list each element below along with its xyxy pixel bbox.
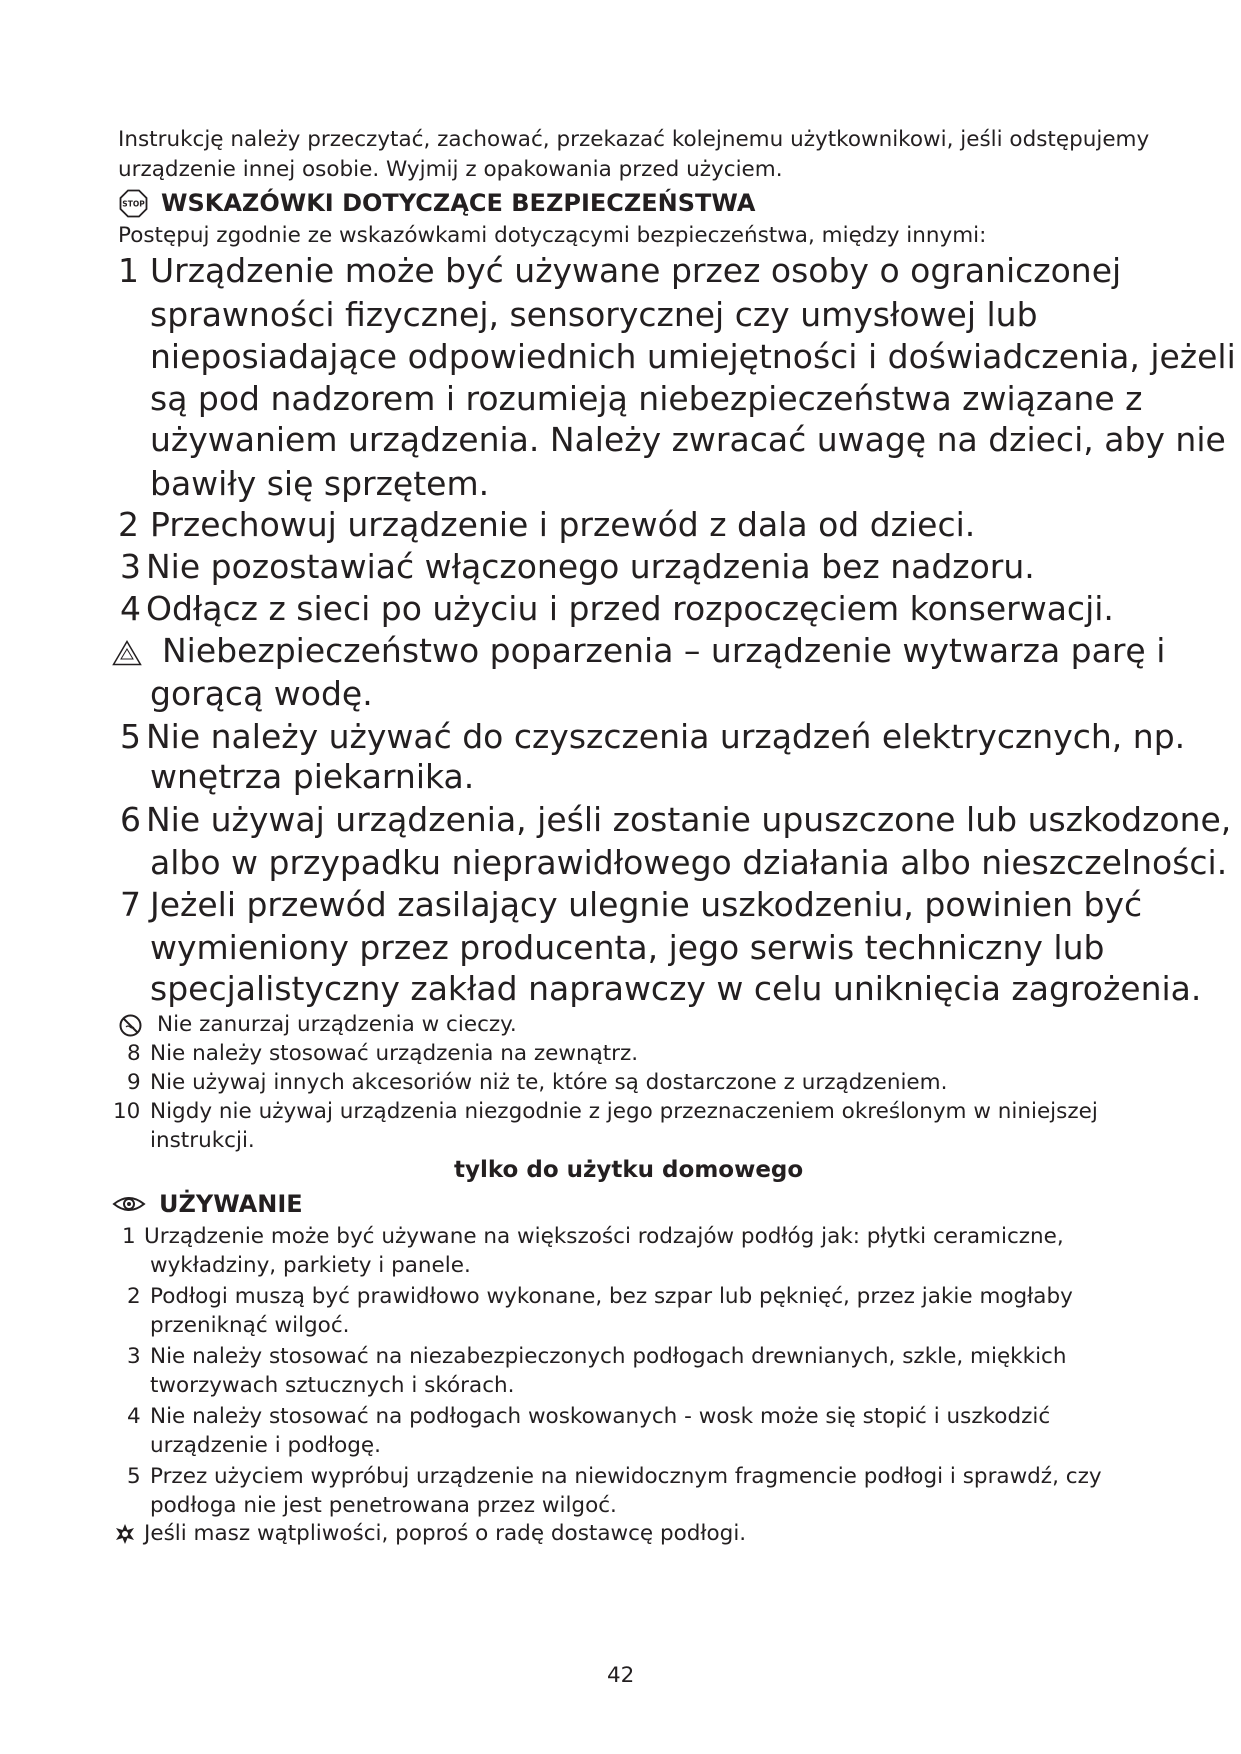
item-number: 7 [120,885,141,924]
item-number: 4 [120,589,141,628]
page-number: 42 [607,1663,635,1688]
item-number: 6 [120,800,141,839]
item-number: 1 [122,1224,136,1249]
usage-item-line: podłoga nie jest penetrowana przez wilgoć. [150,1493,617,1518]
item-number: 8 [127,1041,141,1066]
eye-icon [112,1193,146,1219]
usage-tip: Jeśli masz wątpliwości, poproś o radę dostawcę podłogi. [144,1521,747,1546]
item-1-line: używaniem urządzenia. Należy zwracać uwagę na dzieci, aby nie [150,420,1226,459]
item-number: 2 [127,1284,141,1309]
item-2-text: Przechowuj urządzenie i przewód z dala od dzieci. [150,505,976,544]
item-6-line: albo w przypadku nieprawidłowego działania albo nieszczelności. [150,843,1228,882]
item-10-line: Nigdy nie używaj urządzenia niezgodnie z jego przeznaczeniem określonym w niniejszej [150,1099,1098,1124]
item-4-text: Odłącz z sieci po użyciu i przed rozpoczęciem konserwacji. [146,589,1114,628]
item-number: 4 [127,1404,141,1429]
no-immerse-text: Nie zanurzaj urządzenia w cieczy. [157,1012,517,1037]
item-7-line: Jeżeli przewód zasilający ulegnie uszkodzeniu, powinien być [150,885,1143,924]
item-1-line: sprawności fizycznej, sensorycznej czy umysłowej lub [150,295,1038,334]
item-7-line: wymieniony przez producenta, jego serwis techniczny lub [150,928,1105,967]
item-1-line: nieposiadające odpowiednich umiejętności i doświadczenia, jeżeli [150,337,1236,376]
usage-item-line: wykładziny, parkiety i panele. [150,1253,471,1278]
item-1-line: są pod nadzorem i rozumieją niebezpieczeństwa związane z [150,379,1143,418]
item-3-text: Nie pozostawiać włączonego urządzenia bez nadzoru. [146,547,1035,586]
item-7-line: specjalistyczny zakład naprawczy w celu uniknięcia zagrożenia. [150,969,1202,1008]
item-1-line: Urządzenie może być używane przez osoby o ograniczonej [150,251,1122,290]
usage-item-line: Nie należy stosować na niezabezpieczonych podłogach drewnianych, szkle, miękkich [150,1344,1067,1369]
usage-item-line: przeniknąć wilgoć. [150,1313,350,1338]
item-number: 5 [120,717,141,756]
usage-title: UŻYWANIE [159,1190,303,1218]
item-number: 10 [113,1099,141,1124]
item-5-line: Nie należy używać do czyszczenia urządzeń elektrycznych, np. [146,717,1186,756]
household-use-note: tylko do użytku domowego [454,1157,804,1183]
warning-line: gorącą wodę. [150,674,373,713]
safety-title: WSKAZÓWKI DOTYCZĄCE BEZPIECZEŃSTWA [161,189,756,217]
item-number: 3 [127,1344,141,1369]
warning-triangle-icon [112,640,142,670]
item-5-line: wnętrza piekarnika. [150,757,475,796]
usage-item-line: Nie należy stosować na podłogach woskowanych - wosk może się stopić i uszkodzić [150,1404,1051,1429]
usage-item-line: urządzenie i podłogę. [150,1433,381,1458]
svg-text:STOP: STOP [122,199,145,209]
item-number: 3 [120,547,141,586]
usage-item-line: Przez użyciem wypróbuj urządzenie na niewidocznym fragmencie podłogi i sprawdź, czy [150,1464,1102,1489]
item-10-line: instrukcji. [150,1128,255,1153]
item-number: 9 [127,1070,141,1095]
safety-subtitle: Postępuj zgodnie ze wskazówkami dotyczącymi bezpieczeństwa, między innymi: [118,223,987,248]
usage-item-line: tworzywach sztucznych i skórach. [150,1373,515,1398]
item-1-line: bawiły się sprzętem. [150,464,490,503]
item-6-line: Nie używaj urządzenia, jeśli zostanie upuszczone lub uszkodzone, [146,800,1232,839]
item-9-text: Nie używaj innych akcesoriów niż te, które są dostarczone z urządzeniem. [150,1070,948,1095]
intro-line: urządzenie innej osobie. Wyjmij z opakowania przed użyciem. [118,157,783,182]
item-8-text: Nie należy stosować urządzenia na zewnątrz. [150,1041,639,1066]
no-immerse-icon [119,1014,142,1041]
tip-star-icon [114,1523,136,1549]
item-number: 1 [118,251,139,290]
warning-line: Niebezpieczeństwo poparzenia – urządzenie wytwarza parę i [162,631,1166,670]
usage-item-line: Podłogi muszą być prawidłowo wykonane, bez szpar lub pęknięć, przez jakie mogłaby [150,1284,1073,1309]
stop-icon [119,189,148,222]
item-number: 2 [118,505,139,544]
item-number: 5 [127,1464,141,1489]
intro-line: Instrukcję należy przeczytać, zachować, przekazać kolejnemu użytkownikowi, jeśli odstępujemy [118,127,1150,152]
usage-item-line: Urządzenie może być używane na większości rodzajów podłóg jak: płytki ceramiczne, [144,1224,1064,1249]
